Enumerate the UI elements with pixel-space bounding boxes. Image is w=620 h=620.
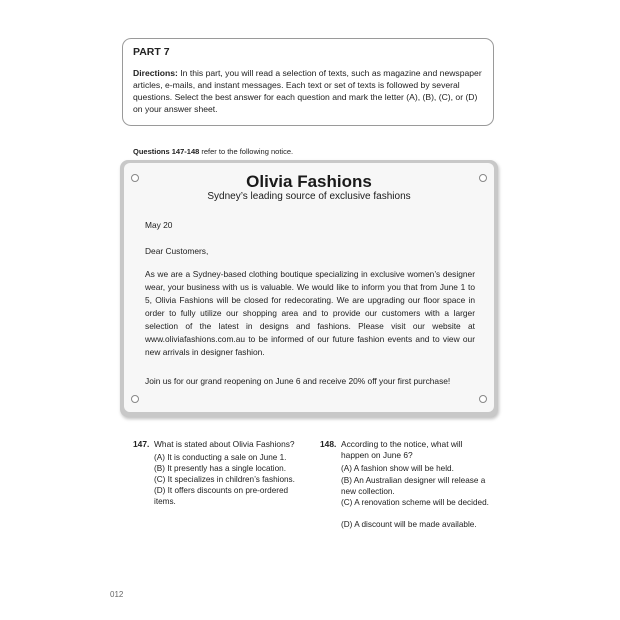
question-148-option-a[interactable]: (A) A fashion show will be held. — [341, 464, 454, 473]
notice-body: As we are a Sydney-based clothing boutique specializing in exclusive women’s designer wear, your business with us is valuable. We would like to inform you that from June 1 to 5, Olivia Fashions will be closed for redecorating. We are upgrading our floor space in order to fully utilize our shopping area and to provide our customers with a larger selection of the latest in designs and fashions. Please visit our website at www.oliviafashions.com.au to be informed of our future fashion events and to view our new arrivals in designer fashion. — [145, 269, 475, 357]
questions-reference-text: refer to the following notice. — [199, 147, 294, 156]
question-147-text: What is stated about Olivia Fashions? — [154, 439, 295, 449]
notice-date: May 20 — [145, 220, 173, 230]
question-147-option-c[interactable]: (C) It specializes in children’s fashions. — [154, 475, 295, 484]
question-148-option-c[interactable]: (C) A renovation scheme will be decided. — [341, 498, 489, 507]
page-number: 012 — [110, 590, 124, 599]
question-147-option-a[interactable]: (A) It is conducting a sale on June 1. — [154, 453, 287, 462]
notice-title: Olivia Fashions — [246, 172, 372, 191]
question-148-text: According to the notice, what will happen on June 6? — [341, 439, 463, 460]
directions-paragraph — [133, 67, 483, 115]
question-148-number: 148. — [320, 439, 337, 449]
notice-subtitle: Sydney’s leading source of exclusive fashions — [207, 191, 411, 202]
notice-greeting: Dear Customers, — [145, 246, 209, 256]
directions-text: In this part, you will read a selection of texts, such as magazine and newspaper articles, e-mails, and instant messages. Each text or set of texts is followed by several questions. Select the best answer for each question and mark the letter (A), (B), (C), or (D) on your answer sheet. — [133, 68, 482, 114]
screw-hole-bottom-left — [131, 395, 139, 403]
question-147-number: 147. — [133, 439, 150, 449]
question-148-option-d[interactable]: (D) A discount will be made available. — [341, 520, 477, 529]
question-148-option-b[interactable]: (B) An Australian designer will release a new collection. — [341, 476, 486, 496]
notice-closing: Join us for our grand reopening on June 6 and receive 20% off your first purchase! — [145, 376, 451, 386]
directions-label: Directions: — [133, 68, 178, 78]
screw-hole-bottom-right — [479, 395, 487, 403]
directions-box — [122, 38, 494, 126]
questions-reference — [133, 147, 293, 156]
question-147-option-d[interactable]: (D) It offers discounts on pre-ordered items. — [154, 486, 289, 506]
question-147-option-b[interactable]: (B) It presently has a single location. — [154, 464, 286, 473]
part-title: PART 7 — [133, 46, 170, 58]
questions-range: Questions 147-148 — [133, 147, 200, 156]
